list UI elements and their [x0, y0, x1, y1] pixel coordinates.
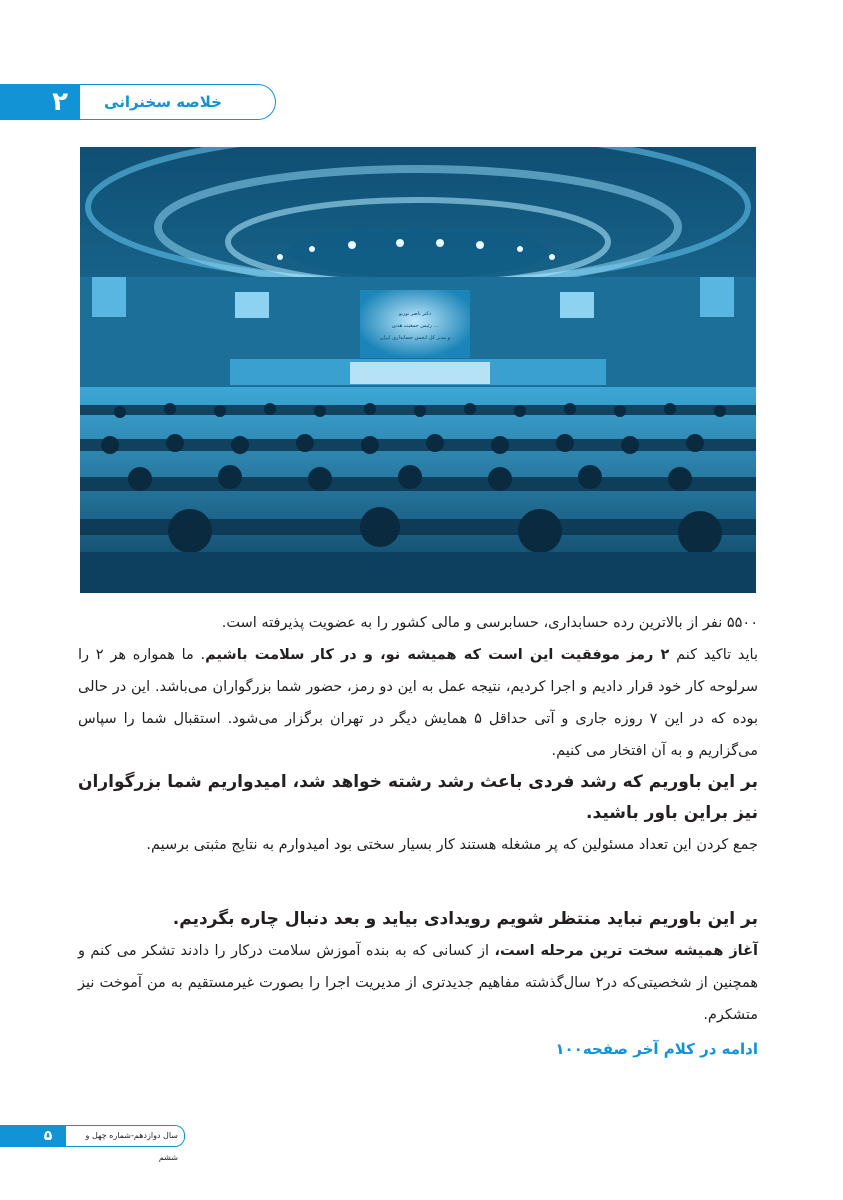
paragraph-5-emphasis: آغاز همیشه سخت ترین مرحله است، [494, 943, 758, 959]
screen-text-line1: دکتر ناصر نوربو [398, 311, 432, 317]
paragraph-5 [78, 935, 758, 1031]
section-title: خلاصه سخنرانی [104, 93, 222, 111]
subheading: بر این باوریم نباید منتظر شویم رویدادی بیاید و بعد دنبال چاره بگردیم. [172, 909, 758, 929]
screen-text-line2: رئیس جمعیت هدین ... [391, 323, 439, 329]
paragraph-5-rest: از کسانی که به بنده آموزش سلامت درکار را دادند تشکر می کنم و همچنین از شخصیتی‌که در۲ سال‌گذشته مفاهیم جدیدتری از مدیریت اجرا را بصورت غیرمستقیم به من آموخت نیز متشکرم. [78, 943, 758, 1023]
section-number: ۲ [52, 87, 68, 117]
paragraph-2-rest: . ما همواره هر ۲ را سرلوحه کار خود قرار دادیم و اجرا کردیم، نتیجه عمل به این دو رمز، حضور شما بزرگواران می‌باشد. این در حالی بوده که در این ۷ روزه جاری و آتی حداقل ۵ همایش دیگر در تهران برگزار می‌شود. استقبال شما را سپاس می‌گزاریم و به آن افتخار می کنیم. [78, 647, 758, 759]
paragraph-2-emphasis: ۲ رمز موفقیت این است که همیشه نو، و در کار سلامت باشیم [205, 647, 670, 663]
paragraph-2 [78, 639, 758, 767]
screen-text-line3: و مدیر کل انجمن حسابداری ایران [379, 335, 451, 341]
paragraph-2-intro: باید تاکید کنم [669, 647, 759, 663]
paragraph-3-bold: بر این باوریم که رشد فردی باعث رشد رشته خواهد شد، امیدواریم شما بزرگواران نیز براین باور باشید. [78, 772, 758, 823]
page-number: ۵ [43, 1128, 53, 1144]
paragraph-1: ۵۵۰۰ نفر از بالاترین رده حسابداری، حسابرسی و مالی کشور را به عضویت پذیرفته است. [221, 615, 758, 631]
conference-hall-photo [80, 147, 756, 593]
continue-note: ادامه در کلام آخر صفحه۱۰۰ [555, 1040, 758, 1058]
article-body-2 [78, 903, 758, 1031]
issue-label: سال دوازدهم-شماره چهل و ششم [85, 1131, 178, 1162]
paragraph-4: جمع کردن این تعداد مسئولین که پر مشغله هستند کار بسیار سختی بود امیدوارم به نتایج مثبتی برسیم. [146, 837, 758, 853]
article-body-1 [78, 607, 758, 861]
